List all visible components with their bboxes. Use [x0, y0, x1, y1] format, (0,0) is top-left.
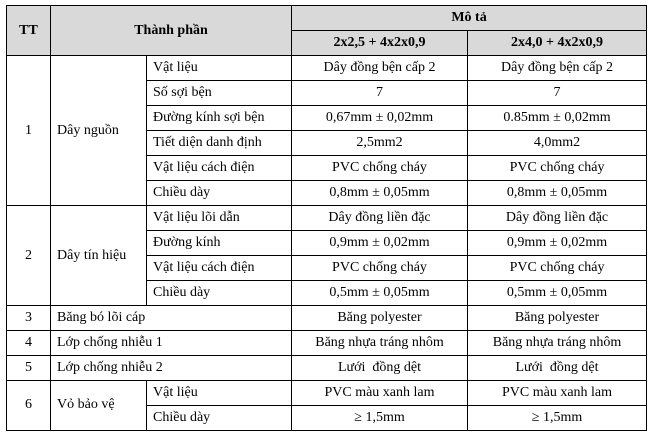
value-b: PVC chống cháy	[468, 156, 647, 181]
value-b: 0,8mm ± 0,05mm	[468, 181, 647, 206]
component-name: Băng bó lõi cáp	[51, 306, 292, 331]
row-number: 3	[7, 306, 51, 331]
row-number: 1	[7, 56, 51, 206]
value-a: 0,67mm ± 0,02mm	[292, 106, 468, 131]
value-b: PVC chống cháy	[468, 256, 647, 281]
table-row	[7, 380, 647, 405]
row-number: 2	[7, 206, 51, 306]
value-a: PVC chống cháy	[292, 156, 468, 181]
attribute-label: Chiều dày	[147, 281, 292, 306]
component-name: Lớp chống nhiễu 2	[51, 355, 292, 380]
table-row	[7, 306, 647, 331]
value-b: Dây đồng liền đặc	[468, 206, 647, 231]
value-b: 0,5mm ± 0,05mm	[468, 281, 647, 306]
attribute-label: Vật liệu cách điện	[147, 256, 292, 281]
header-tt: TT	[7, 6, 51, 56]
attribute-label: Đường kính	[147, 231, 292, 256]
header-variant-a: 2x2,5 + 4x2x0,9	[292, 31, 468, 56]
attribute-label: Tiết diện danh định	[147, 131, 292, 156]
value-b: Dây đồng bện cấp 2	[468, 56, 647, 81]
row-number: 5	[7, 355, 51, 380]
component-name: Dây tín hiệu	[51, 206, 147, 306]
row-number: 6	[7, 380, 51, 430]
value-b: 4,0mm2	[468, 131, 647, 156]
value-b: PVC màu xanh lam	[468, 380, 647, 405]
attribute-label: Vật liệu	[147, 380, 292, 405]
value-b: ≥ 1,5mm	[468, 405, 647, 430]
value-a: Lưới đồng dệt	[292, 355, 468, 380]
component-name: Vỏ bảo vệ	[51, 380, 147, 430]
table-row	[7, 56, 647, 81]
value-a: Dây đồng bện cấp 2	[292, 56, 468, 81]
attribute-label: Chiều dày	[147, 181, 292, 206]
value-a: Băng polyester	[292, 306, 468, 331]
spec-table	[6, 5, 647, 431]
value-b: Băng nhựa tráng nhôm	[468, 331, 647, 356]
table-row	[7, 355, 647, 380]
value-a: PVC màu xanh lam	[292, 380, 468, 405]
value-a: 0,5mm ± 0,05mm	[292, 281, 468, 306]
component-name: Lớp chống nhiễu 1	[51, 331, 292, 356]
value-a: 0,9mm ± 0,02mm	[292, 231, 468, 256]
value-b: 0.85mm ± 0,02mm	[468, 106, 647, 131]
row-number: 4	[7, 331, 51, 356]
value-b: 7	[468, 81, 647, 106]
value-a: Băng nhựa tráng nhôm	[292, 331, 468, 356]
header-description: Mô tả	[292, 6, 647, 31]
attribute-label: Vật liệu lõi dẫn	[147, 206, 292, 231]
table-row	[7, 206, 647, 231]
value-a: 0,8mm ± 0,05mm	[292, 181, 468, 206]
value-b: Băng polyester	[468, 306, 647, 331]
value-a: PVC chống cháy	[292, 256, 468, 281]
value-b: Lưới đồng dệt	[468, 355, 647, 380]
value-a: Dây đồng liền đặc	[292, 206, 468, 231]
attribute-label: Số sợi bện	[147, 81, 292, 106]
component-name: Dây nguồn	[51, 56, 147, 206]
value-b: 0,9mm ± 0,02mm	[468, 231, 647, 256]
table-row	[7, 331, 647, 356]
attribute-label: Vật liệu cách điện	[147, 156, 292, 181]
value-a: 7	[292, 81, 468, 106]
value-a: 2,5mm2	[292, 131, 468, 156]
header-component: Thành phần	[51, 6, 292, 56]
attribute-label: Vật liệu	[147, 56, 292, 81]
attribute-label: Chiều dày	[147, 405, 292, 430]
attribute-label: Đường kính sợi bện	[147, 106, 292, 131]
value-a: ≥ 1,5mm	[292, 405, 468, 430]
header-variant-b: 2x4,0 + 4x2x0,9	[468, 31, 647, 56]
header-row	[7, 6, 647, 31]
